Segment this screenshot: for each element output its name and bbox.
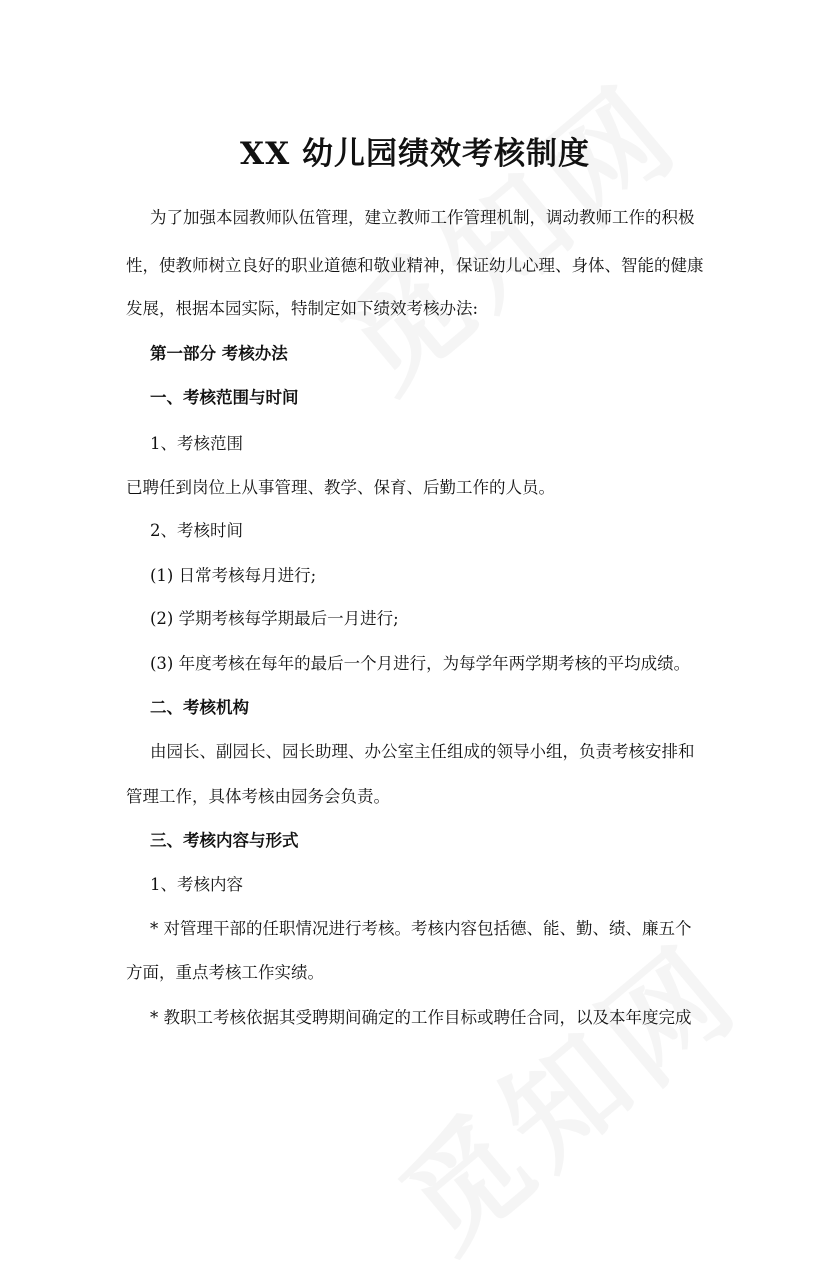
document-title: XX 幼儿园绩效考核制度: [240, 136, 590, 172]
section1-sub1-heading: 1、考核范围: [150, 434, 243, 453]
section2-heading: 二、考核机构: [150, 698, 249, 717]
schedule-item-3: (3) 年度考核在每年的最后一个月进行，为每学年两学期考核的平均成绩。: [150, 654, 691, 673]
bullet2-line-1: * 教职工考核依据其受聘期间确定的工作目标或聘任合同，以及本年度完成: [150, 1008, 692, 1027]
section1-heading: 一、考核范围与时间: [150, 388, 299, 407]
part1-heading: 第一部分 考核办法: [150, 344, 288, 363]
watermark: [300, 39, 709, 421]
section2-text-2: 管理工作，具体考核由园务会负责。: [126, 787, 390, 806]
bullet1-line-2: 方面，重点考核工作实绩。: [126, 963, 324, 982]
schedule-item-2: (2) 学期考核每学期最后一月进行;: [150, 609, 399, 628]
watermark-bottom: [360, 899, 769, 1281]
section3-sub1-heading: 1、考核内容: [150, 875, 243, 894]
section1-sub1-text: 已聘任到岗位上从事管理、教学、保育、后勤工作的人员。: [126, 478, 555, 497]
schedule-item-1: (1) 日常考核每月进行;: [150, 566, 317, 585]
section1-sub2-heading: 2、考核时间: [150, 521, 243, 540]
section2-text-1: 由园长、副园长、园长助理、办公室主任组成的领导小组，负责考核安排和: [150, 742, 695, 761]
intro-line-3: 发展，根据本园实际，特制定如下绩效考核办法:: [126, 299, 479, 318]
section3-heading: 三、考核内容与形式: [150, 831, 299, 850]
intro-line-2: 性，使教师树立良好的职业道德和敬业精神，保证幼儿心理、身体、智能的健康: [126, 256, 704, 275]
intro-line-1: 为了加强本园教师队伍管理，建立教师工作管理机制，调动教师工作的积极: [150, 208, 695, 227]
bullet1-line-1: * 对管理干部的任职情况进行考核。考核内容包括德、能、勤、绩、廉五个: [150, 919, 692, 938]
